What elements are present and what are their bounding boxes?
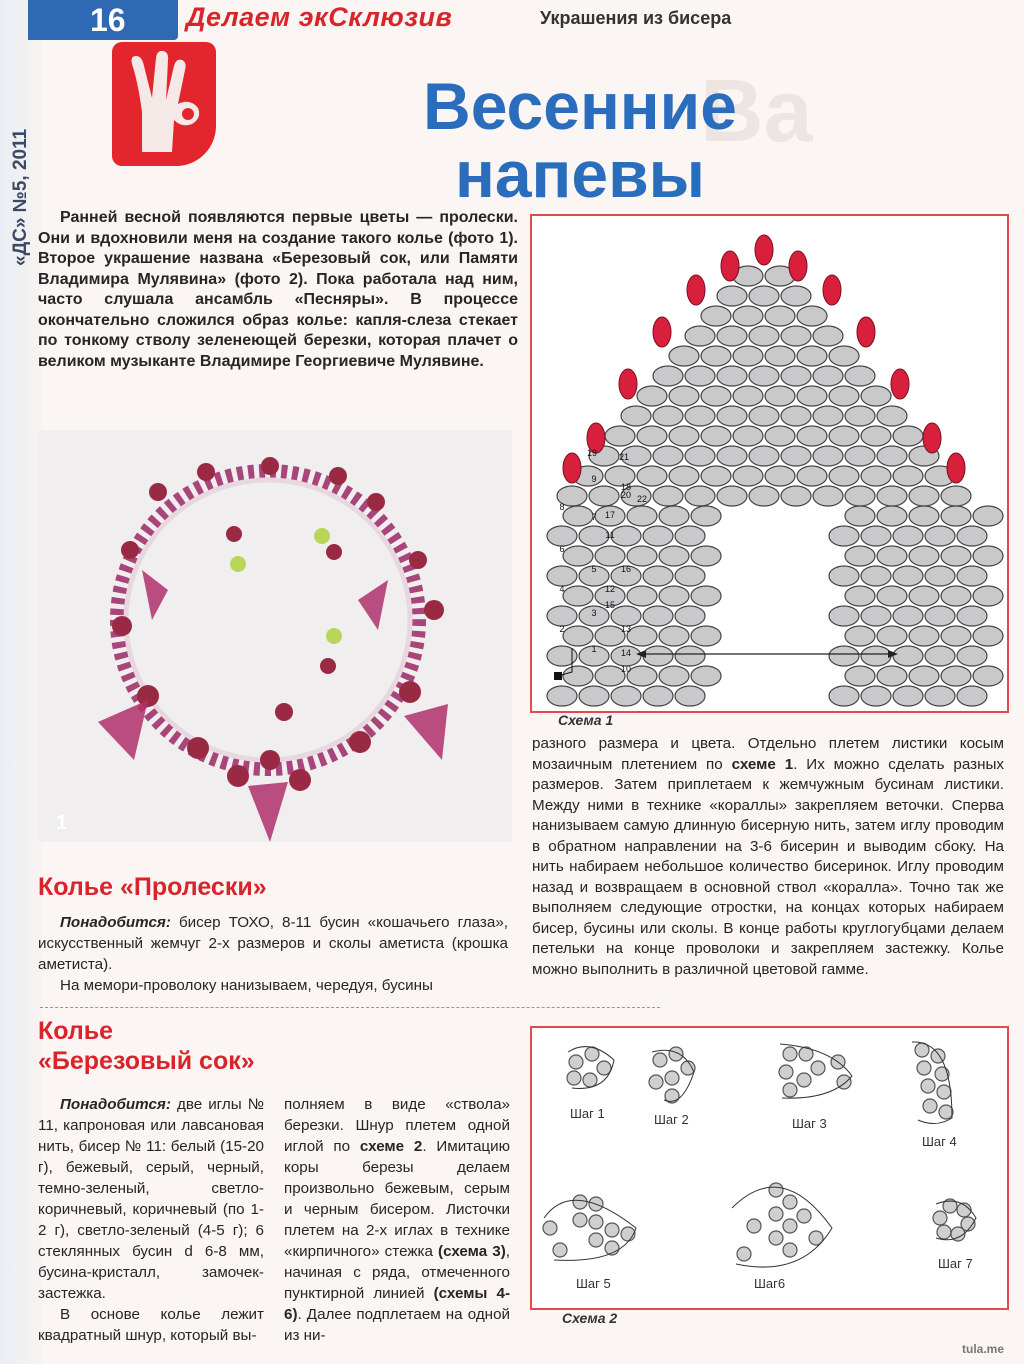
bead xyxy=(861,646,891,666)
bead-number: 13 xyxy=(620,624,632,634)
step-label: Шаг 5 xyxy=(576,1276,611,1291)
text-run: . Их можно сделать разных размеров. Затем приплетаем к жемчужным бусинам листики. Между ними в технике «кораллы» закрепляем веточки. Сперва нанизываем самую длинную бисерную нить, затем иглу проводим в обратном направлении на 3-6 бисерин и выводим сбоку. На нить набираем небольшое количество бисеринок. Иглу проводим назад и возвращаем в основной ствол «коралла». Точно так же выполняем следующие отростки, на концах которых набираем бисер, бусины или сколы. В конце работы круглогубцами делаем петельки на конце проволоки и закрепляем застежку. Колье можно выполнить в различной цветовой гамме. xyxy=(532,755,1004,978)
scheme-2-diagram xyxy=(530,1026,1009,1310)
bead xyxy=(765,466,795,486)
bead xyxy=(813,366,843,386)
scheme-reference: (схема 3) xyxy=(438,1243,506,1260)
needed-paragraph xyxy=(38,1094,264,1304)
bead xyxy=(941,546,971,566)
bead xyxy=(749,366,779,386)
bead xyxy=(749,406,779,426)
bead xyxy=(941,626,971,646)
bead xyxy=(669,346,699,366)
bead xyxy=(797,346,827,366)
bead xyxy=(643,686,673,706)
title-line: Колье xyxy=(38,1017,114,1045)
red-bead xyxy=(653,317,671,347)
bead xyxy=(627,626,657,646)
bead xyxy=(957,606,987,626)
bead-number: 18 xyxy=(620,482,632,492)
bead xyxy=(685,486,715,506)
bead-number: 1 xyxy=(591,644,597,654)
watermark: tula.me xyxy=(962,1342,1005,1356)
bead xyxy=(877,506,907,526)
step-label: Шаг 1 xyxy=(570,1106,605,1121)
bead-number: 11 xyxy=(605,530,615,540)
bead xyxy=(595,546,625,566)
bead xyxy=(813,326,843,346)
red-bead xyxy=(619,369,637,399)
bead xyxy=(691,506,721,526)
bead xyxy=(845,446,875,466)
bead-number: 21 xyxy=(618,452,630,462)
bead xyxy=(675,606,705,626)
bead-number: 8 xyxy=(559,502,565,512)
bead xyxy=(691,666,721,686)
bead xyxy=(829,606,859,626)
section-divider xyxy=(40,1007,660,1008)
title-line-2: напевы xyxy=(454,137,706,211)
bead xyxy=(845,626,875,646)
bead xyxy=(829,566,859,586)
necklace-2-title xyxy=(38,1016,255,1076)
bead xyxy=(637,426,667,446)
bead xyxy=(797,386,827,406)
bead xyxy=(781,486,811,506)
bead xyxy=(643,566,673,586)
step-label: Шаг 4 xyxy=(922,1134,957,1149)
bead xyxy=(675,566,705,586)
bead xyxy=(861,466,891,486)
bead xyxy=(957,566,987,586)
bead xyxy=(973,546,1003,566)
bead xyxy=(797,466,827,486)
bead xyxy=(877,446,907,466)
bead xyxy=(653,486,683,506)
bead xyxy=(691,546,721,566)
bead-number: 7 xyxy=(591,512,597,522)
red-bead xyxy=(563,453,581,483)
bead xyxy=(909,626,939,646)
bead xyxy=(717,406,747,426)
bead xyxy=(701,346,731,366)
bead xyxy=(941,586,971,606)
red-bead xyxy=(823,275,841,305)
step-label: Шаг 3 xyxy=(792,1116,827,1131)
bead xyxy=(845,586,875,606)
bead xyxy=(781,326,811,346)
right-column-text xyxy=(532,734,1004,980)
bead xyxy=(909,486,939,506)
bead xyxy=(781,366,811,386)
bead xyxy=(669,466,699,486)
bead xyxy=(845,366,875,386)
bead xyxy=(893,426,923,446)
bead xyxy=(627,506,657,526)
bead xyxy=(813,446,843,466)
bead xyxy=(893,466,923,486)
bead xyxy=(605,426,635,446)
red-bead xyxy=(891,369,909,399)
bead-number: 22 xyxy=(636,494,648,504)
bead-number: 16 xyxy=(620,564,632,574)
bead-number: 3 xyxy=(591,608,597,618)
bead xyxy=(925,606,955,626)
text-run: . Далее подплетаем на одной из ни- xyxy=(284,1306,510,1344)
bead xyxy=(781,446,811,466)
steps-diagram xyxy=(532,1028,1007,1308)
bead xyxy=(589,486,619,506)
bead xyxy=(685,366,715,386)
red-bead xyxy=(857,317,875,347)
bead xyxy=(659,626,689,646)
bead xyxy=(749,486,779,506)
bead xyxy=(957,686,987,706)
scheme-2-caption: Схема 2 xyxy=(562,1310,618,1326)
bead xyxy=(717,326,747,346)
bead xyxy=(973,586,1003,606)
bead xyxy=(611,606,641,626)
bead xyxy=(717,286,747,306)
step-4-beads xyxy=(915,1043,953,1119)
bead xyxy=(781,406,811,426)
bead xyxy=(701,306,731,326)
bead xyxy=(877,666,907,686)
bead xyxy=(829,346,859,366)
bead xyxy=(717,446,747,466)
bead xyxy=(621,406,651,426)
bead xyxy=(669,426,699,446)
article-title xyxy=(360,69,800,211)
bead xyxy=(829,386,859,406)
bead xyxy=(909,546,939,566)
red-bead xyxy=(789,251,807,281)
bead xyxy=(675,686,705,706)
magazine-brand: Делаем экСклюзив xyxy=(186,2,453,32)
scheme-reference: схеме 1 xyxy=(731,755,794,773)
bead xyxy=(691,626,721,646)
bead xyxy=(765,346,795,366)
bead xyxy=(659,586,689,606)
bead xyxy=(765,306,795,326)
bead xyxy=(845,486,875,506)
bead xyxy=(957,646,987,666)
bead xyxy=(877,586,907,606)
bead xyxy=(829,526,859,546)
bead xyxy=(659,546,689,566)
bead xyxy=(749,286,779,306)
bead xyxy=(797,306,827,326)
bead xyxy=(829,426,859,446)
issue-label: «ДС» №5, 2011 xyxy=(10,128,31,266)
red-bead xyxy=(687,275,705,305)
bead xyxy=(909,666,939,686)
bead xyxy=(653,406,683,426)
bead xyxy=(781,286,811,306)
bead xyxy=(637,386,667,406)
bead xyxy=(909,506,939,526)
bead xyxy=(717,486,747,506)
scheme-1-caption: Схема 1 xyxy=(558,712,614,728)
necklace-photo xyxy=(38,430,512,842)
bead-pattern-diagram xyxy=(532,216,1007,711)
bead xyxy=(733,386,763,406)
bead-number: 15 xyxy=(604,600,616,610)
bead xyxy=(765,386,795,406)
title-line: «Березовый сок» xyxy=(38,1047,255,1075)
red-bead xyxy=(947,453,965,483)
bead xyxy=(563,626,593,646)
bead xyxy=(701,426,731,446)
bead xyxy=(685,446,715,466)
bead xyxy=(547,686,577,706)
section-title: Украшения из бисера xyxy=(540,8,732,28)
needed-paragraph xyxy=(38,912,508,975)
bead xyxy=(733,466,763,486)
bead xyxy=(813,486,843,506)
bead xyxy=(643,646,673,666)
bead xyxy=(893,646,923,666)
step-3-beads xyxy=(779,1047,851,1097)
needed-label: Понадобится: xyxy=(60,914,171,931)
bead xyxy=(547,526,577,546)
intro-text xyxy=(38,208,518,372)
step-6-beads xyxy=(737,1183,823,1261)
ghost-bleedthrough: Ва xyxy=(700,61,813,160)
bead xyxy=(653,446,683,466)
bead-number: 6 xyxy=(559,544,565,554)
red-bead xyxy=(755,235,773,265)
bead-number: 12 xyxy=(604,584,616,594)
step-label: Шаг 7 xyxy=(938,1256,973,1271)
text-run: . Имитацию коры березы делаем произвольно бежевым, серым и черным бисером. Листочки плетем на 2-х иглах в технике «кирпичного» стежка xyxy=(284,1138,510,1260)
bead xyxy=(893,526,923,546)
bead xyxy=(877,546,907,566)
method-paragraph xyxy=(284,1094,510,1346)
bead-number: 17 xyxy=(604,510,616,520)
necklace-1-title: Колье «Пролески» xyxy=(38,873,267,901)
wire-paragraph: На мемори-проволоку нанизываем, чередуя, бусины xyxy=(60,977,433,994)
bead xyxy=(877,486,907,506)
bead xyxy=(877,626,907,646)
scheme-1-diagram xyxy=(530,214,1009,713)
bead xyxy=(797,426,827,446)
bead xyxy=(579,686,609,706)
text-run: разного размера и цвета. Отдельно плетем листики косым мозаичным плетением по xyxy=(532,735,1004,773)
bead-number: 20 xyxy=(620,490,632,500)
base-paragraph: В основе колье лежит квадратный шнур, который вы- xyxy=(38,1306,264,1344)
text-run: полняем в виде «ствола» березки. Шнур плетем одной иглой по xyxy=(284,1096,510,1155)
bead xyxy=(877,406,907,426)
bead xyxy=(893,686,923,706)
bead xyxy=(941,666,971,686)
bead xyxy=(861,526,891,546)
bead-number: 10 xyxy=(620,664,632,674)
text-run: , начиная с ряда, отмеченного пунктирной линией xyxy=(284,1243,510,1302)
bead xyxy=(829,686,859,706)
bead xyxy=(861,606,891,626)
step-label: Шаг6 xyxy=(754,1276,786,1291)
bead xyxy=(611,686,641,706)
text-run: две иглы № 11, капроновая или лавсановая нить, бисер № 11: белый (15-20 г), бежевый, серый, черный, темно-зеленый, светло-коричневый, коричневый (по 1-2 г), светло-зеленый (4-5 г); 6 стеклянных бусин d 6-8 мм, бусина-кристалл, замочек-застежка. xyxy=(38,1096,264,1302)
bead xyxy=(643,606,673,626)
bead xyxy=(813,406,843,426)
bead xyxy=(861,566,891,586)
bead xyxy=(659,666,689,686)
bead xyxy=(659,506,689,526)
step-label: Шаг 2 xyxy=(654,1112,689,1127)
bead xyxy=(643,526,673,546)
bead xyxy=(563,506,593,526)
bead xyxy=(941,506,971,526)
bead xyxy=(765,426,795,446)
bead xyxy=(547,566,577,586)
step-7-beads xyxy=(933,1199,975,1241)
bead xyxy=(611,526,641,546)
bead xyxy=(845,546,875,566)
bead xyxy=(845,666,875,686)
bead xyxy=(893,606,923,626)
necklace-illustration xyxy=(38,430,512,842)
bead xyxy=(861,386,891,406)
bead xyxy=(829,466,859,486)
scheme-reference: (схемы 4-6) xyxy=(284,1285,511,1323)
necklace-2-left-text xyxy=(38,1094,264,1346)
bead xyxy=(637,466,667,486)
bead xyxy=(563,586,593,606)
bead xyxy=(957,526,987,546)
bead-number: 9 xyxy=(591,474,597,484)
bead xyxy=(925,566,955,586)
bead xyxy=(627,666,657,686)
bead xyxy=(893,566,923,586)
scheme-reference: схеме 2 xyxy=(359,1138,423,1155)
bead-number: 4 xyxy=(559,584,565,594)
bead xyxy=(701,466,731,486)
bead xyxy=(563,666,593,686)
bead xyxy=(749,446,779,466)
ok-hand-icon xyxy=(112,42,216,166)
necklace-2-mid-text xyxy=(284,1094,510,1346)
bead xyxy=(845,406,875,426)
page-number: 16 xyxy=(90,2,126,38)
bead xyxy=(563,546,593,566)
step-2-beads xyxy=(649,1047,695,1103)
bead xyxy=(733,346,763,366)
bead xyxy=(733,306,763,326)
bead xyxy=(973,506,1003,526)
bead xyxy=(941,486,971,506)
bead xyxy=(701,386,731,406)
bead xyxy=(925,526,955,546)
photo-number: 1 xyxy=(56,812,68,834)
needed-label: Понадобится: xyxy=(60,1096,171,1113)
bead xyxy=(669,386,699,406)
necklace-1-text xyxy=(38,912,508,996)
bead xyxy=(829,646,859,666)
bead xyxy=(733,426,763,446)
bead xyxy=(861,426,891,446)
bead xyxy=(653,366,683,386)
bead xyxy=(973,626,1003,646)
bead xyxy=(627,586,657,606)
page-number-box xyxy=(28,0,178,40)
text-run: бисер ТОХО, 8-11 бусин «кошачьего глаза», искусственный жемчуг 2-х размеров и сколы аметиста (крошка аметиста). xyxy=(38,914,508,973)
right-paragraph xyxy=(532,734,1004,980)
red-bead xyxy=(721,251,739,281)
bead xyxy=(909,586,939,606)
ok-hand-logo xyxy=(112,42,216,166)
intro-paragraph: Ранней весной появляются первые цветы — пролески. Они и вдохновили меня на создание такого колье (фото 1). Второе украшение названа «Березовый сок, или Памяти Владимира Мулявина» (фото 2). Пока работала над ним, часто слушала ансамбль «Песняры». В процессе окончательно сложился образ колье: капля-слеза стекает по тонкому стволу зеленеющей березки, которая плачет о великом музыканте Владимире Георгиевиче Мулявине. xyxy=(38,209,518,370)
bead xyxy=(749,326,779,346)
bead-number: 19 xyxy=(586,448,598,458)
bead xyxy=(925,646,955,666)
bead xyxy=(675,646,705,666)
bead xyxy=(717,366,747,386)
bead xyxy=(925,686,955,706)
bead xyxy=(973,666,1003,686)
bead xyxy=(627,546,657,566)
bead xyxy=(547,606,577,626)
bead xyxy=(861,686,891,706)
bead xyxy=(675,526,705,546)
bead-number: 5 xyxy=(591,564,597,574)
bead-number: 14 xyxy=(620,648,632,658)
bead xyxy=(685,406,715,426)
bead xyxy=(685,326,715,346)
bead xyxy=(691,586,721,606)
bead xyxy=(845,506,875,526)
red-bead xyxy=(923,423,941,453)
title-line-1: Весенние xyxy=(423,69,737,143)
bead-number: 2 xyxy=(559,624,565,634)
